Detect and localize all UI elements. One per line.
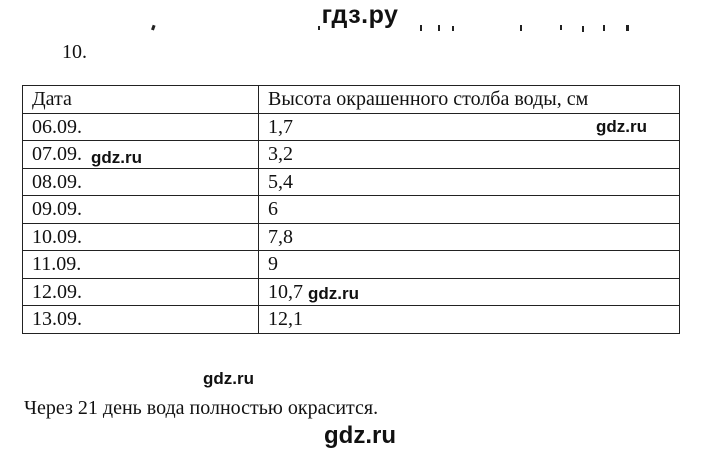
date-cell: 12.09. xyxy=(23,278,259,306)
table-row xyxy=(23,251,680,279)
date-cell: 13.09. xyxy=(23,306,259,334)
date-cell: 10.09. xyxy=(23,223,259,251)
watermark-text: gdz.ru xyxy=(203,369,254,388)
height-cell: 12,1 xyxy=(259,306,680,334)
height-cell: 3,2 xyxy=(259,141,680,169)
height-cell: 9 xyxy=(259,251,680,279)
conclusion-text: Через 21 день вода полностью окрасится. xyxy=(24,397,379,419)
height-cell: 5,4 xyxy=(259,168,680,196)
column-header-date: Дата xyxy=(23,86,259,114)
table-header-row xyxy=(23,86,680,114)
site-footer-title: gdz.ru xyxy=(324,422,396,449)
date-cell: 06.09. xyxy=(23,113,259,141)
table-row xyxy=(23,306,680,334)
height-cell: 6 xyxy=(259,196,680,224)
table-row xyxy=(23,168,680,196)
cropped-text-line xyxy=(0,22,720,34)
task-number: 10. xyxy=(62,41,87,63)
table-row xyxy=(23,113,680,141)
table-row xyxy=(23,196,680,224)
watermark-text: gdz.ru xyxy=(91,148,142,167)
watermark-text: gdz.ru xyxy=(308,284,359,303)
date-cell: 11.09. xyxy=(23,251,259,279)
column-header-height: Высота окрашенного столба воды, см xyxy=(259,86,680,114)
date-cell: 09.09. xyxy=(23,196,259,224)
height-cell: 1,7 xyxy=(259,113,680,141)
site-header-title: гдз.ру xyxy=(321,1,399,29)
height-cell: 7,8 xyxy=(259,223,680,251)
table-row xyxy=(23,223,680,251)
date-cell: 08.09. xyxy=(23,168,259,196)
date-cell: 07.09. xyxy=(23,141,259,169)
watermark-text: gdz.ru xyxy=(596,117,647,136)
height-cell: 10,7 xyxy=(259,278,680,306)
